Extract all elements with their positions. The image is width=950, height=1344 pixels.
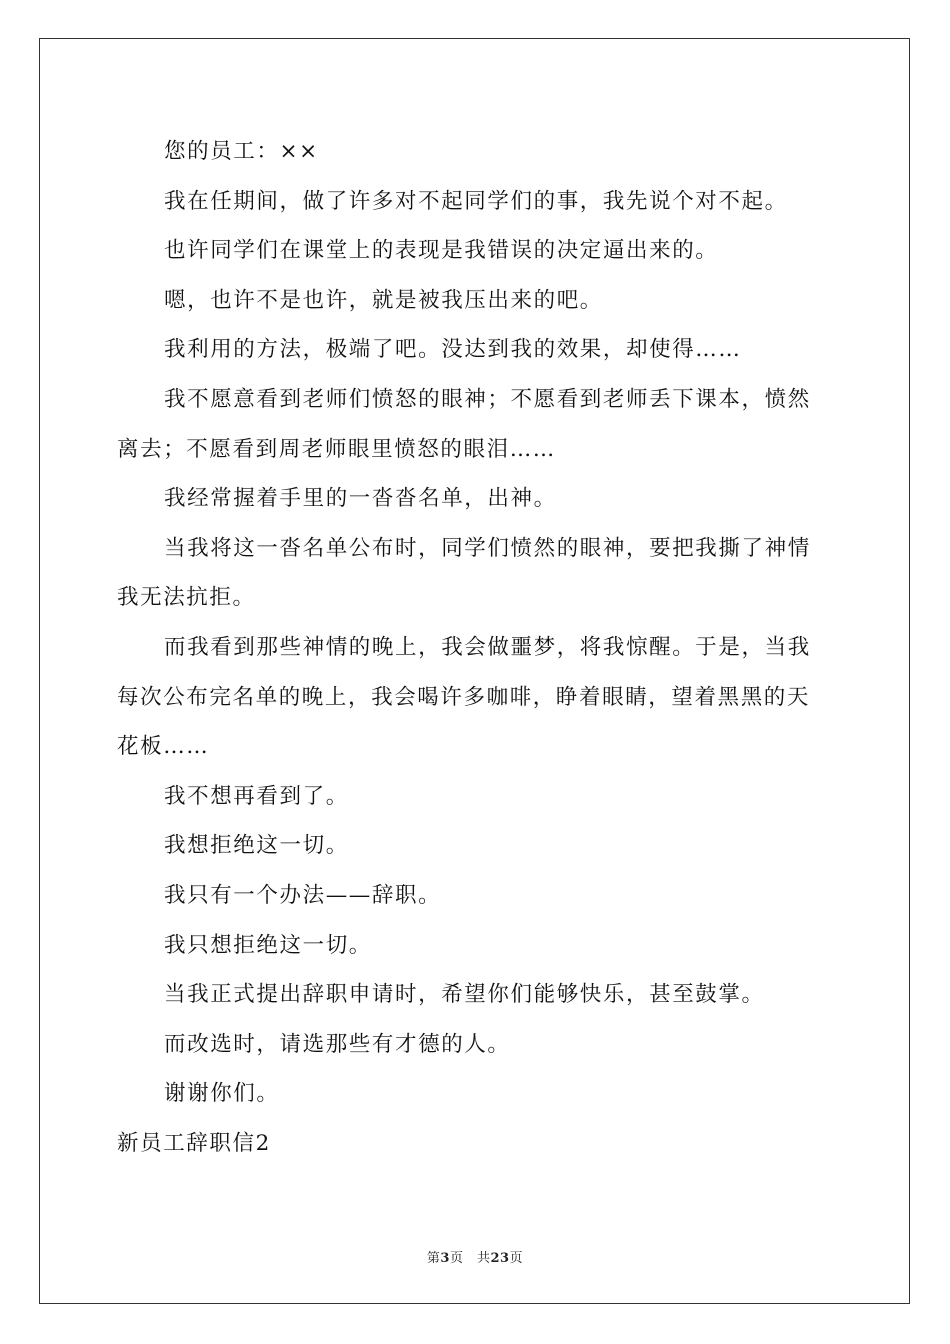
body-paragraph: 我只有一个办法——辞职。	[164, 882, 442, 908]
body-paragraph: 我只想拒绝这一切。	[164, 932, 372, 958]
footer-middle: 页 共	[449, 1251, 491, 1266]
body-paragraph: 当我正式提出辞职申请时，希望你们能够快乐，甚至鼓掌。	[164, 982, 765, 1008]
body-paragraph: 我经常握着手里的一沓沓名单，出神。	[164, 486, 557, 512]
body-paragraph: 我不想再看到了。	[164, 783, 349, 809]
body-paragraph: 而我看到那些神情的晚上，我会做噩梦，将我惊醒。于是，当我每次公布完名单的晚上，我会喝许多咖啡，睁着眼睛，望着黑黑的天花板……	[117, 634, 811, 760]
body-paragraph: 我在任期间，做了许多对不起同学们的事，我先说个对不起。	[164, 188, 788, 214]
body-paragraph: 我利用的方法，极端了吧。没达到我的效果，却使得……	[164, 337, 742, 363]
body-paragraph: 也许同学们在课堂上的表现是我错误的决定逼出来的。	[164, 238, 719, 264]
body-paragraph: 我不愿意看到老师们愤怒的眼神；不愿看到老师丢下课本，愤然离去；不愿看到周老师眼里愤怒的眼泪……	[117, 386, 811, 462]
body-paragraph: 当我将这一沓名单公布时，同学们愤然的眼神，要把我撕了神情我无法抗拒。	[117, 535, 811, 611]
body-paragraph: 嗯，也许不是也许，就是被我压出来的吧。	[164, 287, 603, 313]
body-paragraph: 我想拒绝这一切。	[164, 833, 349, 859]
footer-prefix: 第	[426, 1251, 441, 1266]
footer-suffix: 页	[509, 1251, 524, 1266]
total-page-count: 23	[490, 1251, 510, 1266]
section-heading: 新员工辞职信2	[117, 1130, 271, 1156]
body-paragraph: 您的员工：××	[164, 139, 319, 164]
current-page-number: 3	[440, 1251, 450, 1266]
document-body	[117, 127, 833, 1168]
page-footer	[0, 1247, 950, 1266]
body-paragraph: 而改选时，请选那些有才德的人。	[164, 1031, 511, 1057]
body-paragraph: 谢谢你们。	[164, 1081, 280, 1107]
